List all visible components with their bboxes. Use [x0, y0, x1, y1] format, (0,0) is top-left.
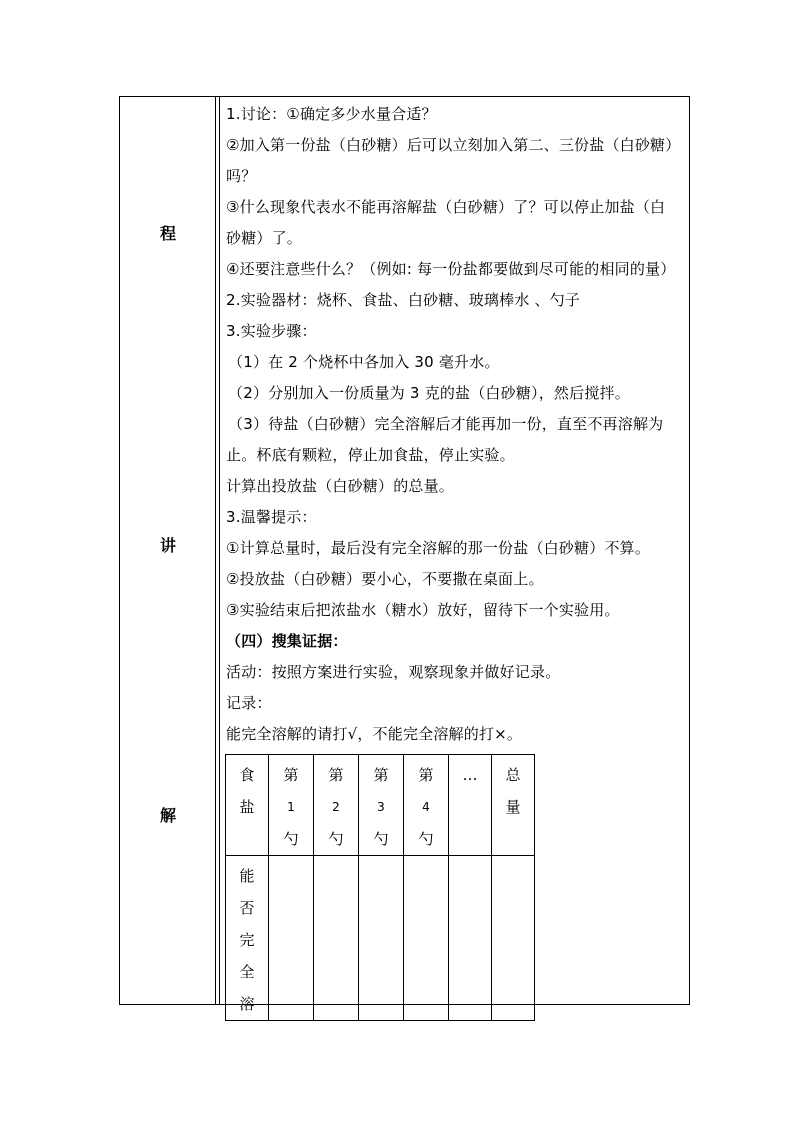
- empty-cell-spoon-3[interactable]: [359, 856, 404, 1021]
- record-instruction: 能完全溶解的请打√，不能完全溶解的打×。: [226, 725, 523, 743]
- side-label-column: [120, 97, 216, 1004]
- step-3-cont: 止。杯底有颗粒，停止加食盐，停止实验。: [226, 446, 515, 464]
- row-label-cell: [226, 856, 269, 1021]
- tip-1: ①计算总量时，最后没有完全溶解的那一份盐（白砂糖）不算。: [226, 539, 651, 557]
- discussion-q2: ②加入第一份盐（白砂糖）后可以立刻加入第二、三份盐（白砂糖）: [226, 136, 681, 154]
- discussion-q2-cont: 吗？: [226, 167, 257, 185]
- header-char: 总: [505, 766, 521, 784]
- side-label-jie: 解: [159, 806, 176, 825]
- discussion-q1: 1.讨论：①确定多少水量合适？: [226, 105, 437, 123]
- header-char: 第: [418, 766, 434, 784]
- header-char: 第: [283, 766, 299, 784]
- record-table: [225, 754, 535, 1021]
- header-cell-spoon-1: [269, 755, 314, 856]
- header-char: 第: [373, 766, 389, 784]
- lesson-content: [226, 99, 686, 750]
- header-char: 勺: [283, 830, 299, 848]
- materials-line: 2.实验器材：烧杯、食盐、白砂糖、玻璃棒水 、勺子: [226, 291, 581, 309]
- compute-total: 计算出投放盐（白砂糖）的总量。: [226, 477, 455, 495]
- header-char: …: [462, 766, 478, 784]
- step-2: （2）分别加入一份质量为 3 克的盐（白砂糖），然后搅拌。: [228, 384, 630, 402]
- header-cell-ellipsis: [449, 755, 492, 856]
- steps-heading: 3.实验步骤：: [226, 322, 317, 340]
- table-header-row: [226, 755, 535, 856]
- empty-cell-spoon-1[interactable]: [269, 856, 314, 1021]
- side-label-cheng: 程: [159, 224, 176, 243]
- header-char: 4: [422, 800, 430, 814]
- header-cell-spoon-4: [404, 755, 449, 856]
- tip-3: ③实验结束后把浓盐水（糖水）放好，留待下一个实验用。: [226, 601, 620, 619]
- header-char: 勺: [418, 830, 434, 848]
- tips-heading: 3.温馨提示：: [226, 508, 317, 526]
- header-cell-spoon-2: [314, 755, 359, 856]
- header-char: 2: [332, 800, 340, 814]
- section-heading-evidence: （四）搜集证据：: [226, 632, 348, 650]
- header-char: 3: [377, 800, 385, 814]
- discussion-q3-cont: 砂糖）了。: [226, 229, 303, 247]
- row-label-char: 完: [239, 931, 255, 949]
- header-char: 1: [287, 800, 295, 814]
- tip-2: ②投放盐（白砂糖）要小心，不要撒在桌面上。: [226, 570, 544, 588]
- header-cell-total: [492, 755, 535, 856]
- discussion-q3: ③什么现象代表水不能再溶解盐（白砂糖）了？可以停止加盐（白: [226, 198, 666, 216]
- header-cell-spoon-3: [359, 755, 404, 856]
- header-char: 勺: [373, 830, 389, 848]
- record-label: 记录：: [226, 694, 272, 712]
- step-3: （3）待盐（白砂糖）完全溶解后才能再加一份，直至不再溶解为: [228, 415, 664, 433]
- side-label-jiang: 讲: [159, 536, 176, 555]
- row-label-char: 能: [239, 867, 255, 885]
- empty-cell-ellipsis[interactable]: [449, 856, 492, 1021]
- header-char: 量: [505, 798, 521, 816]
- column-divider: [219, 97, 220, 1004]
- header-char: 盐: [239, 798, 255, 816]
- activity-line: 活动：按照方案进行实验，观察现象并做好记录。: [226, 663, 561, 681]
- header-char: 第: [328, 766, 344, 784]
- empty-cell-spoon-4[interactable]: [404, 856, 449, 1021]
- header-char: 勺: [328, 830, 344, 848]
- header-char: 食: [239, 766, 255, 784]
- discussion-q4: ④还要注意些什么？（例如: 每一份盐都要做到尽可能的相同的量）: [226, 260, 676, 278]
- header-cell-salt: [226, 755, 269, 856]
- step-1: （1）在 2 个烧杯中各加入 30 毫升水。: [228, 353, 500, 371]
- table-row: [226, 856, 535, 1021]
- empty-cell-total[interactable]: [492, 856, 535, 1021]
- row-label-char: 溶: [239, 995, 255, 1013]
- empty-cell-spoon-2[interactable]: [314, 856, 359, 1021]
- row-label-char: 全: [239, 963, 255, 981]
- lesson-table: [119, 96, 690, 1013]
- row-label-char: 否: [239, 899, 255, 917]
